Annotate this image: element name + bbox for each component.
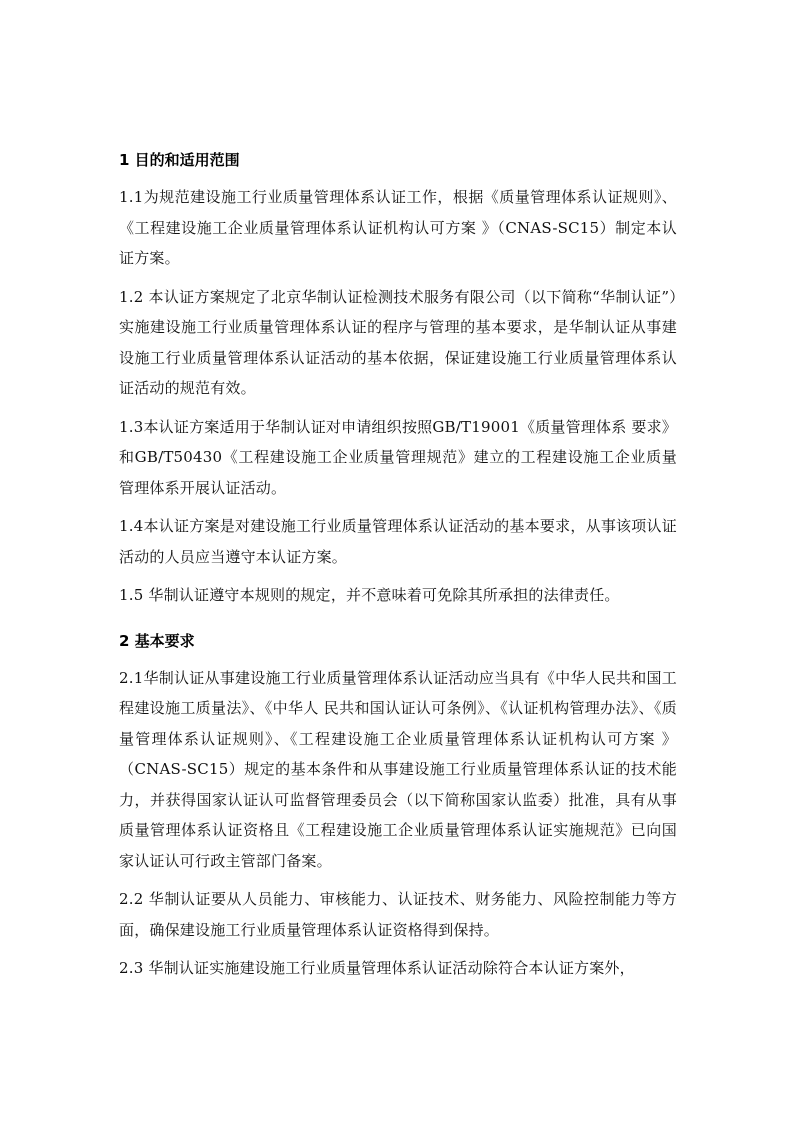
paragraph-1-4: 1.4本认证方案是对建设施工行业质量管理体系认证活动的基本要求，从事该项认证活动的人员应当遵守本认证方案。 [119,517,677,566]
section-heading: 2 基本要求 [119,631,195,650]
document-page [119,148,677,992]
paragraph-2-1: 2.1华制认证从事建设施工行业质量管理体系认证活动应当具有《中华人民共和国工程建设施工质量法》、《中华人 民共和国认证认可条例》、《认证机构管理办法》、《质量管理体系认证规则》、《工程建设施工企业质量管理体系认证机构认可方案 》（CNAS-SC15）规定的基本条件和从事建设施工行业质量管理体系认证的技术能力，并获得国家认证认可监督管理委员会（以下简称国家认监委）批准，具有从事质量管理体系认证资格且《工程建设施工企业质量管理体系认证实施规范》已向国家认证认可行政主管部门备案。 [119,668,677,870]
section-1 [119,148,677,611]
paragraph-1-5: 1.5 华制认证遵守本规则的规定，并不意味着可免除其所承担的法律责任。 [119,586,620,604]
paragraph-2-2: 2.2 华制认证要从人员能力、审核能力、认证技术、财务能力、风险控制能力等方面，确保建设施工行业质量管理体系认证资格得到保持。 [119,890,677,939]
paragraph-2-3: 2.3 华制认证实施建设施工行业质量管理体系认证活动除符合本认证方案外， [119,959,635,977]
section-2 [119,629,677,984]
section-divider-space [119,619,677,629]
paragraph-1-3: 1.3本认证方案适用于华制认证对申请组织按照GB/T19001《质量管理体系 要求》和GB/T50430《工程建设施工企业质量管理规范》建立的工程建设施工企业质量管理体系开展认证活动。 [119,417,677,497]
paragraph-1-2: 1.2 本认证方案规定了北京华制认证检测技术服务有限公司（以下简称“华制认证”）实施建设施工行业质量管理体系认证的程序与管理的基本要求，是华制认证从事建设施工行业质量管理体系认证活动的基本依据，保证建设施工行业质量管理体系认证活动的规范有效。 [119,287,677,397]
paragraph-1-1: 1.1为规范建设施工行业质量管理体系认证工作，根据《质量管理体系认证规则》、《工程建设施工企业质量管理体系认证机构认可方案 》（CNAS-SC15）制定本认证方案。 [119,188,677,267]
section-heading: 1 目的和适用范围 [119,151,240,169]
